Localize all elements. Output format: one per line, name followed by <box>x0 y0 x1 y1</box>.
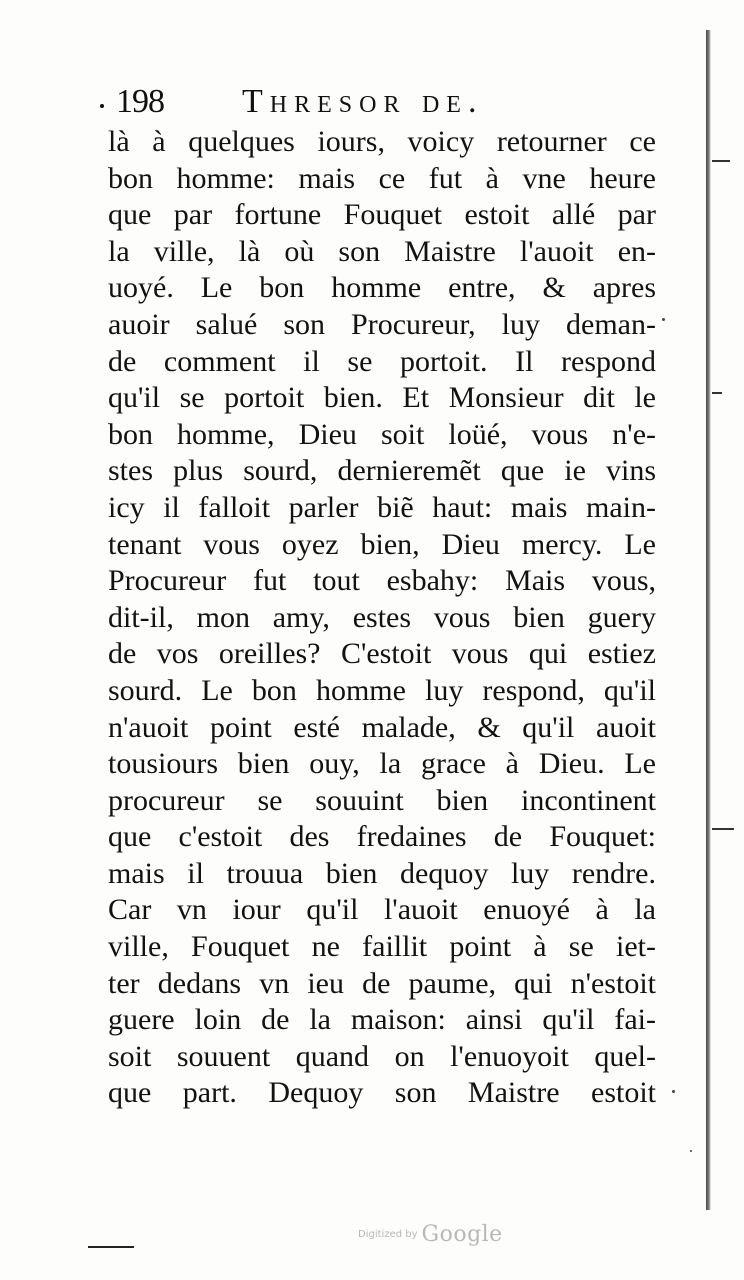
text-line: sourd. Le bon homme luy respond, qu'il <box>108 673 656 707</box>
text-line: que par fortune Fouquet estoit allé par <box>108 198 656 232</box>
body-text <box>108 124 656 1112</box>
google-logo: Google <box>421 1222 503 1247</box>
text-line: uoyé. Le bon homme entre, & apres <box>108 271 656 305</box>
text-line: de comment il se portoit. Il respond <box>108 344 656 378</box>
page-binding-edge <box>706 30 711 1210</box>
text-line: tousiours bien ouy, la grace à Dieu. Le <box>108 747 656 781</box>
ink-dot <box>100 104 104 108</box>
text-line: Procureur fut tout esbahy: Mais vous, <box>108 564 656 598</box>
text-line: que c'estoit des fredaines de Fouquet: <box>108 820 656 854</box>
text-line: soit souuent quand on l'enuoyoit quel- <box>108 1039 656 1073</box>
digitized-watermark <box>358 1222 503 1247</box>
footer-rule <box>88 1246 134 1248</box>
ink-speck <box>662 318 665 321</box>
text-line: auoir salué son Procureur, luy deman- <box>108 307 656 341</box>
text-line: stes plus sourd, dernieremẽt que ie vins <box>108 454 656 488</box>
running-head <box>100 82 483 122</box>
edge-mark <box>712 828 734 830</box>
text-line: tenant vous oyez bien, Dieu mercy. Le <box>108 527 656 561</box>
text-line: la ville, là où son Maistre l'auoit en- <box>108 234 656 268</box>
text-line: Car vn iour qu'il l'auoit enuoyé à la <box>108 893 656 927</box>
text-line: guere loin de la maison: ainsi qu'il fai- <box>108 1003 656 1037</box>
running-title: Thresor de. <box>242 83 484 120</box>
text-line: bon homme: mais ce fut à vne heure <box>108 161 656 195</box>
edge-mark <box>712 392 722 394</box>
text-line: dit-il, mon amy, estes vous bien guery <box>108 600 656 634</box>
text-line: là à quelques iours, voicy retourner ce <box>108 125 656 158</box>
text-line: ville, Fouquet ne faillit point à se iet- <box>108 930 656 964</box>
watermark-prefix: Digitized by <box>358 1229 418 1240</box>
text-line: de vos oreilles? C'estoit vous qui estiez <box>108 637 656 671</box>
text-line: icy il falloit parler biẽ haut: mais main- <box>108 490 656 524</box>
text-line: que part. Dequoy son Maistre estoit <box>108 1076 656 1110</box>
text-line: ter dedans vn ieu de paume, qui n'estoit <box>108 966 656 1000</box>
ink-speck <box>672 1090 675 1093</box>
ink-speck <box>690 1150 692 1152</box>
text-line: mais il trouua bien dequoy luy rendre. <box>108 856 656 890</box>
text-line: procureur se souuint bien incontinent <box>108 783 656 817</box>
text-line: n'auoit point esté malade, & qu'il auoit <box>108 710 656 744</box>
edge-mark <box>712 160 730 162</box>
page-number: 198 <box>116 83 164 120</box>
text-line: qu'il se portoit bien. Et Monsieur dit le <box>108 381 656 415</box>
text-line: bon homme, Dieu soit loüé, vous n'e- <box>108 417 656 451</box>
